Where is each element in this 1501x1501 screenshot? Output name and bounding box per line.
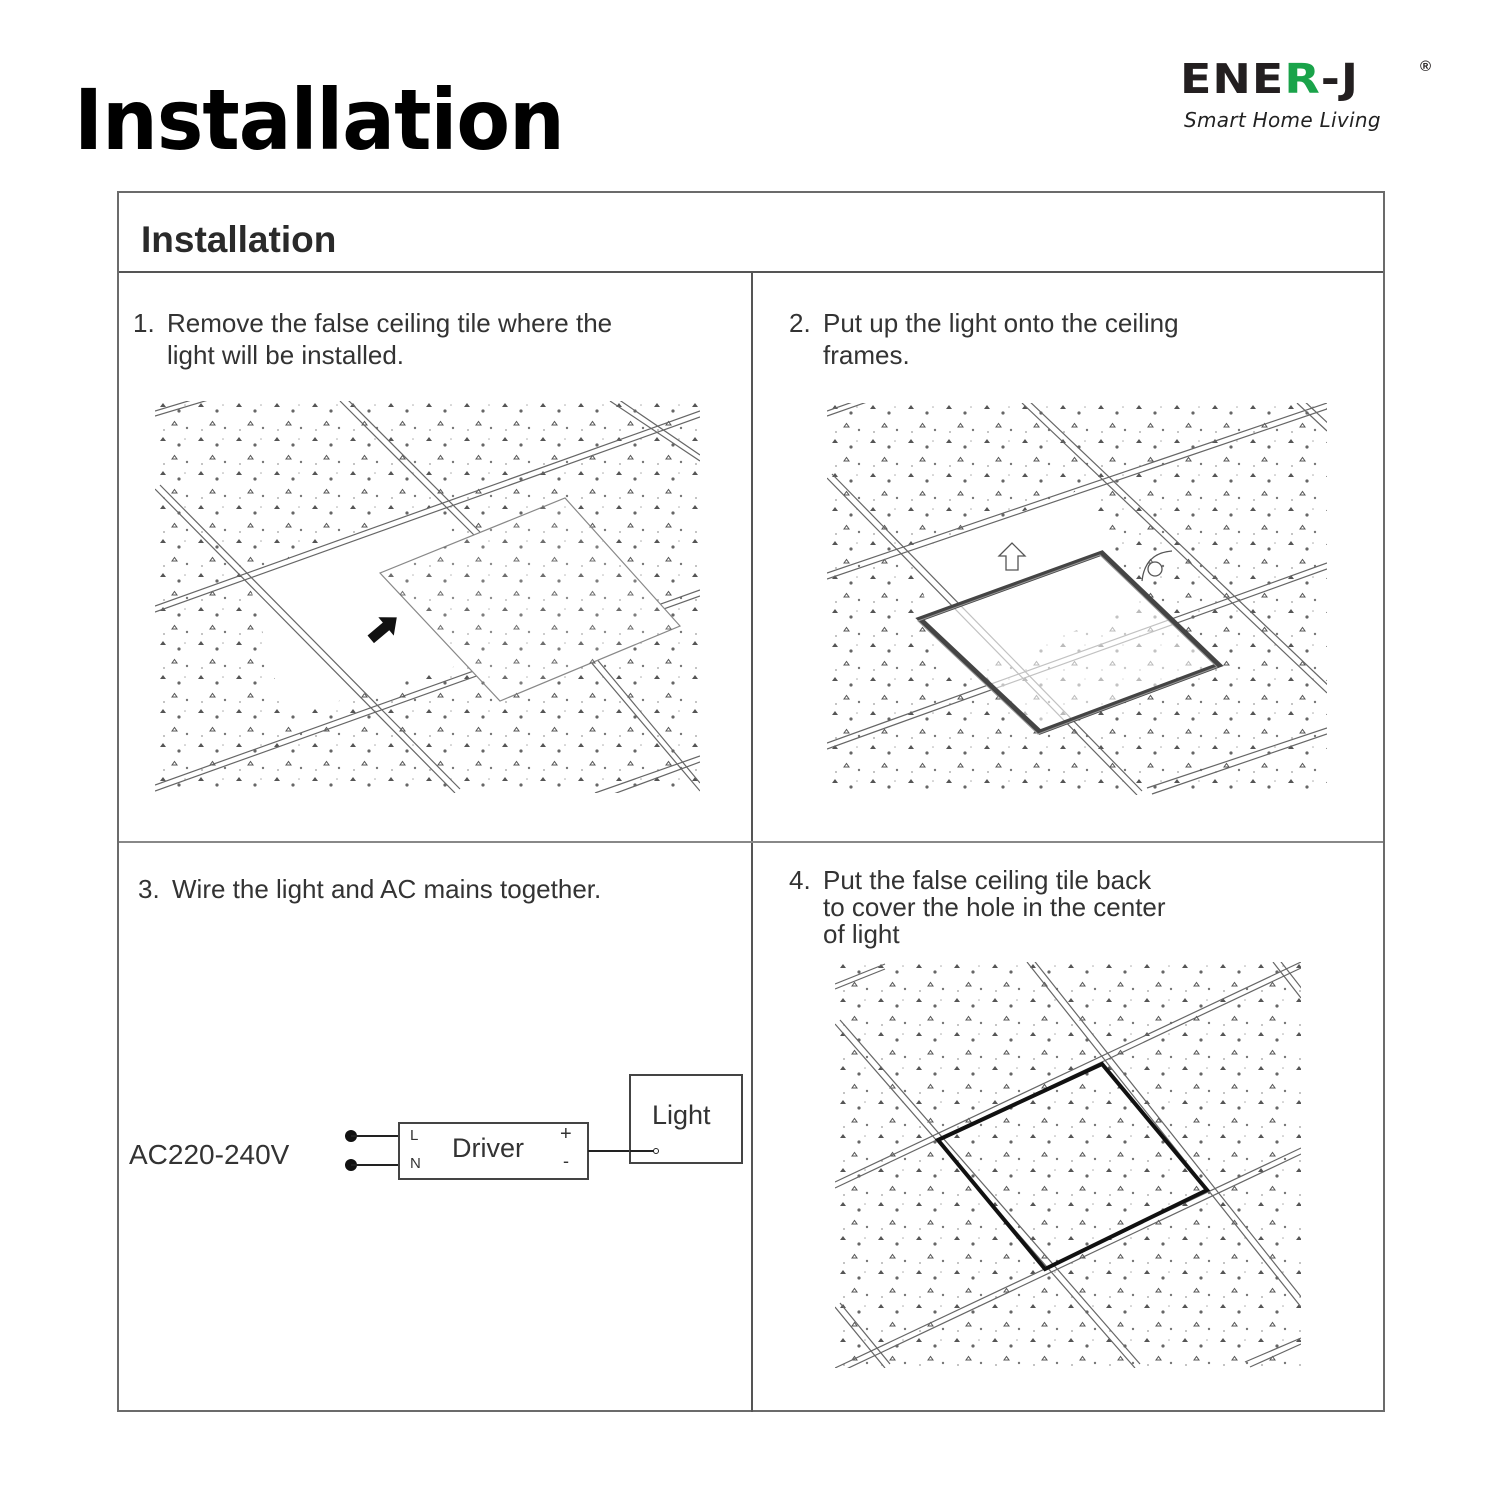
- brand-logo: [1180, 54, 1440, 138]
- supply-voltage-label: AC220-240V: [129, 1139, 290, 1170]
- page-title: Installation: [74, 71, 564, 169]
- logo-tagline: Smart Home Living: [1184, 108, 1381, 132]
- step-4-instruction: 4. Put the false ceiling tile back to cover the hole in the center of light: [789, 865, 1166, 949]
- terminal-minus-label: -: [563, 1151, 569, 1171]
- panel-title: Installation: [141, 219, 337, 260]
- step-1-instruction: 1. Remove the false ceiling tile where the light will be installed.: [133, 308, 613, 370]
- light-panel-raise-illustration: [827, 403, 1327, 795]
- installation-panel: [117, 191, 1385, 1412]
- horizontal-divider: [119, 841, 1383, 843]
- terminal-l-label: L: [410, 1127, 419, 1144]
- ceiling-tile-removed-illustration: [155, 401, 700, 793]
- driver-label: Driver: [452, 1133, 524, 1163]
- step-3-instruction: 3. Wire the light and AC mains together.: [138, 874, 602, 904]
- panel-header: [119, 193, 1383, 273]
- ceiling-tile-replaced-illustration: [835, 962, 1301, 1368]
- logo-wordmark: ENER-J: [1180, 54, 1359, 103]
- step-2-instruction: 2. Put up the light onto the ceiling frames.: [789, 308, 1179, 370]
- terminal-plus-label: +: [560, 1123, 572, 1145]
- registered-mark: ®: [1420, 58, 1432, 75]
- light-label: Light: [652, 1100, 711, 1130]
- terminal-n-label: N: [410, 1155, 421, 1172]
